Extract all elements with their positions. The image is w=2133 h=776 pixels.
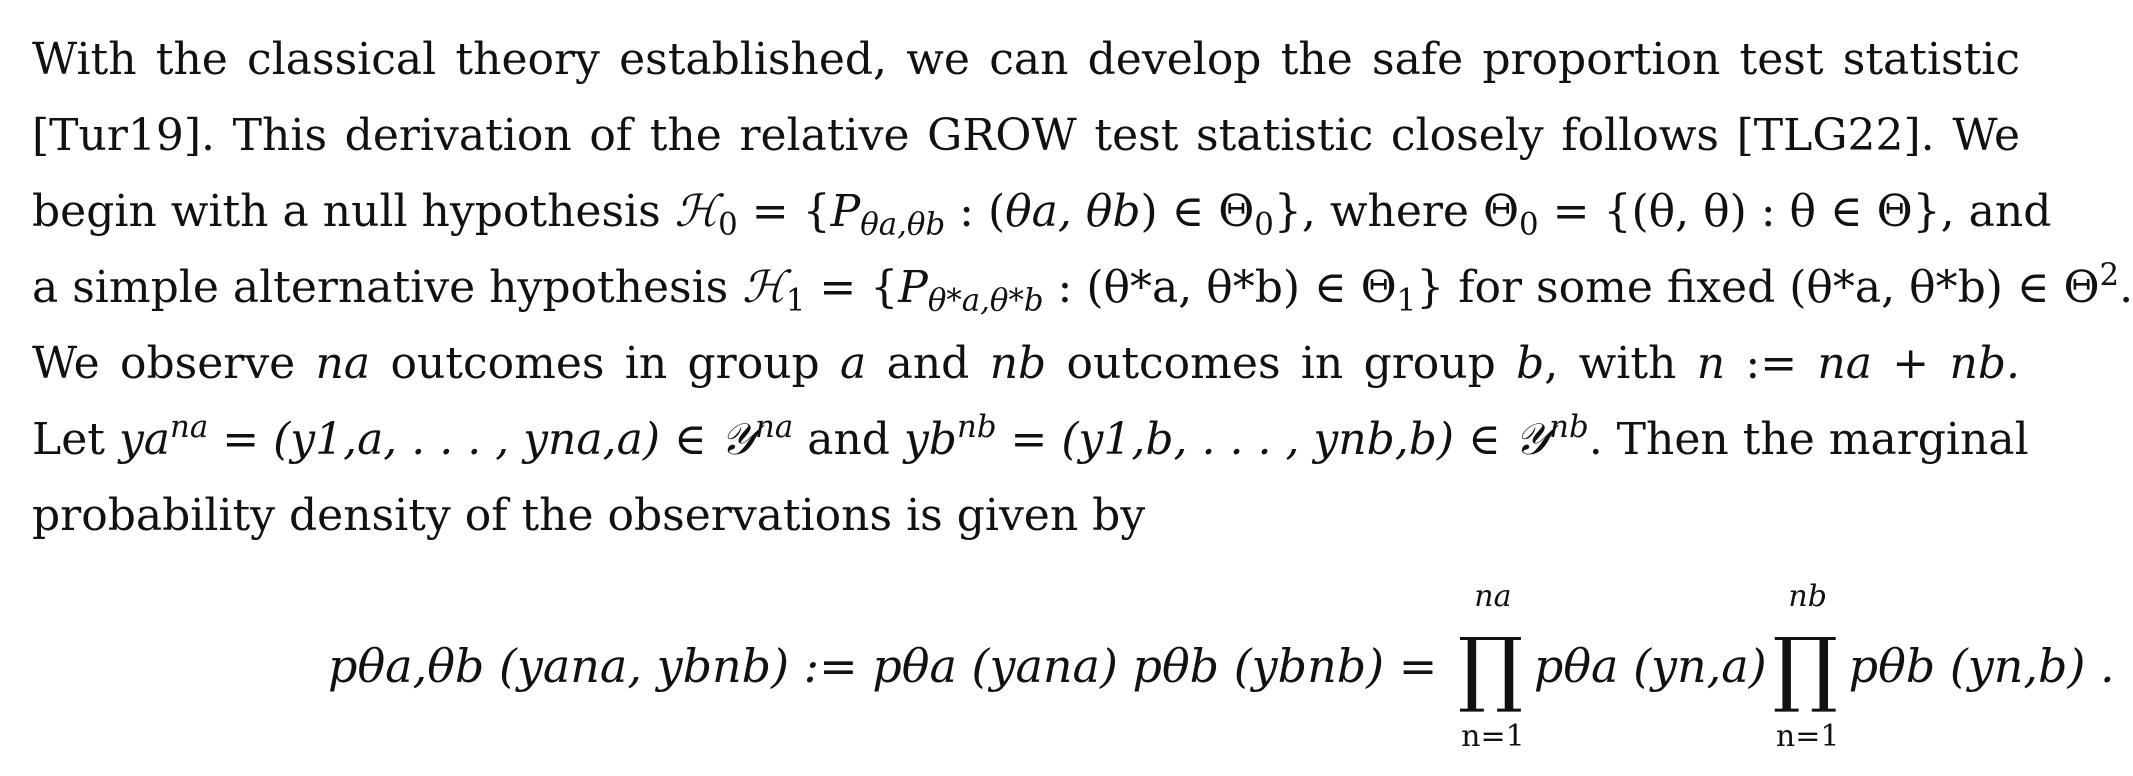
line6-text-c: and <box>793 414 904 465</box>
equation-lhs: pθa,θb (yana, ybnb) := pθa (yana) pθb (ybnb) = <box>328 639 1452 693</box>
y-a-symbol: ya <box>118 414 171 465</box>
line4-text-a: a simple alternative hypothesis <box>32 262 743 313</box>
paragraph-line-7: probability density of the observations is given by <box>32 490 1146 541</box>
line4-text-e: . <box>2119 262 2133 313</box>
product-1-symbol: ∏ <box>1457 621 1524 716</box>
line4-text-d: } for some fixed (θ*a, θ*b) ∈ Θ <box>1416 262 2100 313</box>
line5-text-a: We observe <box>32 338 316 389</box>
paragraph-line-3 <box>32 174 2052 250</box>
n-a-symbol: na <box>315 338 371 389</box>
theta-pair: θa, θb <box>1005 186 1141 237</box>
product-2-lower-limit: n=1 <box>1775 719 1840 754</box>
product-operator-2 <box>1772 579 1843 754</box>
product-2-symbol: ∏ <box>1772 621 1838 716</box>
paragraph-line-4 <box>32 250 2133 326</box>
line3-text-f: = {(θ, θ) : θ ∈ Θ}, and <box>1538 186 2052 237</box>
line3-text-e: }, where Θ <box>1273 186 1520 237</box>
theta1-subscript: 1 <box>1396 282 1417 319</box>
line5-text-d: outcomes in group <box>1046 338 1517 389</box>
group-b-symbol: b <box>1516 338 1545 389</box>
y-b-symbol: yb <box>903 414 957 465</box>
line3-text-c: : ( <box>945 186 1006 237</box>
product-1-upper-limit: na <box>1474 579 1512 614</box>
n-symbol: n <box>1696 338 1726 389</box>
theta0-subscript: 0 <box>1254 206 1274 243</box>
line5-text-f: := <box>1725 338 1818 389</box>
n-sum-expression: na + nb. <box>1817 338 2020 389</box>
Y-nb-superscript: nb <box>1549 409 1589 446</box>
line3-text-a: begin with a null hypothesis <box>32 186 675 237</box>
Y-na-superscript: na <box>755 409 794 446</box>
line5-text-e: , with <box>1544 338 1697 389</box>
alt-hypothesis-symbol: ℋ <box>742 262 786 313</box>
line5-text-b: outcomes in group <box>370 338 841 389</box>
marginal-density-equation <box>328 579 2115 754</box>
alt-prob-measure-P: P <box>898 262 928 313</box>
prob-measure-subscript: θa,θb <box>860 206 946 243</box>
paper-page <box>32 22 2133 554</box>
alt-prob-measure-subscript: θ*a,θ*b <box>927 282 1044 319</box>
line3-text-d: ) ∈ Θ <box>1140 186 1255 237</box>
prob-measure-P: P <box>830 186 861 237</box>
product-operator-1 <box>1457 579 1528 754</box>
product-1-lower-limit: n=1 <box>1461 719 1525 754</box>
theta0-subscript-2: 0 <box>1519 206 1539 243</box>
equation-term-2: pθb (yn,b) . <box>1848 639 2115 693</box>
alt-hypothesis-subscript: 1 <box>785 282 806 319</box>
y-b-superscript: nb <box>956 409 997 446</box>
line6-text-a: Let <box>32 414 119 465</box>
paragraph-line-1: With the classical theory established, we can develop the safe proportion test statistic <box>32 34 2020 85</box>
null-hypothesis-symbol: ℋ <box>674 186 719 237</box>
n-b-symbol: nb <box>989 338 1047 389</box>
line6-text-b: = (y1,a, . . . , yna,a) ∈ 𝒴 <box>208 414 756 465</box>
group-a-symbol: a <box>840 338 867 389</box>
product-2-upper-limit: nb <box>1788 579 1827 614</box>
line4-text-b: = { <box>805 262 899 313</box>
line4-text-c: : (θ*a, θ*b) ∈ Θ <box>1043 262 1397 313</box>
line6-text-e: . Then the marginal <box>1588 414 2029 465</box>
theta-squared-superscript: 2 <box>2099 257 2120 294</box>
equation-term-1: pθa (yn,a) <box>1533 639 1767 693</box>
y-a-superscript: na <box>170 409 209 446</box>
line3-text-b: = { <box>737 186 831 237</box>
display-equation <box>0 579 2115 754</box>
body-paragraph <box>32 22 2133 554</box>
line6-text-d: = (y1,b, . . . , ynb,b) ∈ 𝒴 <box>996 414 1550 465</box>
line5-text-c: and <box>866 338 990 389</box>
paragraph-line-5 <box>32 326 2020 402</box>
null-hypothesis-subscript: 0 <box>718 206 738 243</box>
paragraph-line-6 <box>32 402 2029 478</box>
paragraph-line-2: [Tur19]. This derivation of the relative GROW test statistic closely follows [TLG22]. We <box>32 110 2020 161</box>
